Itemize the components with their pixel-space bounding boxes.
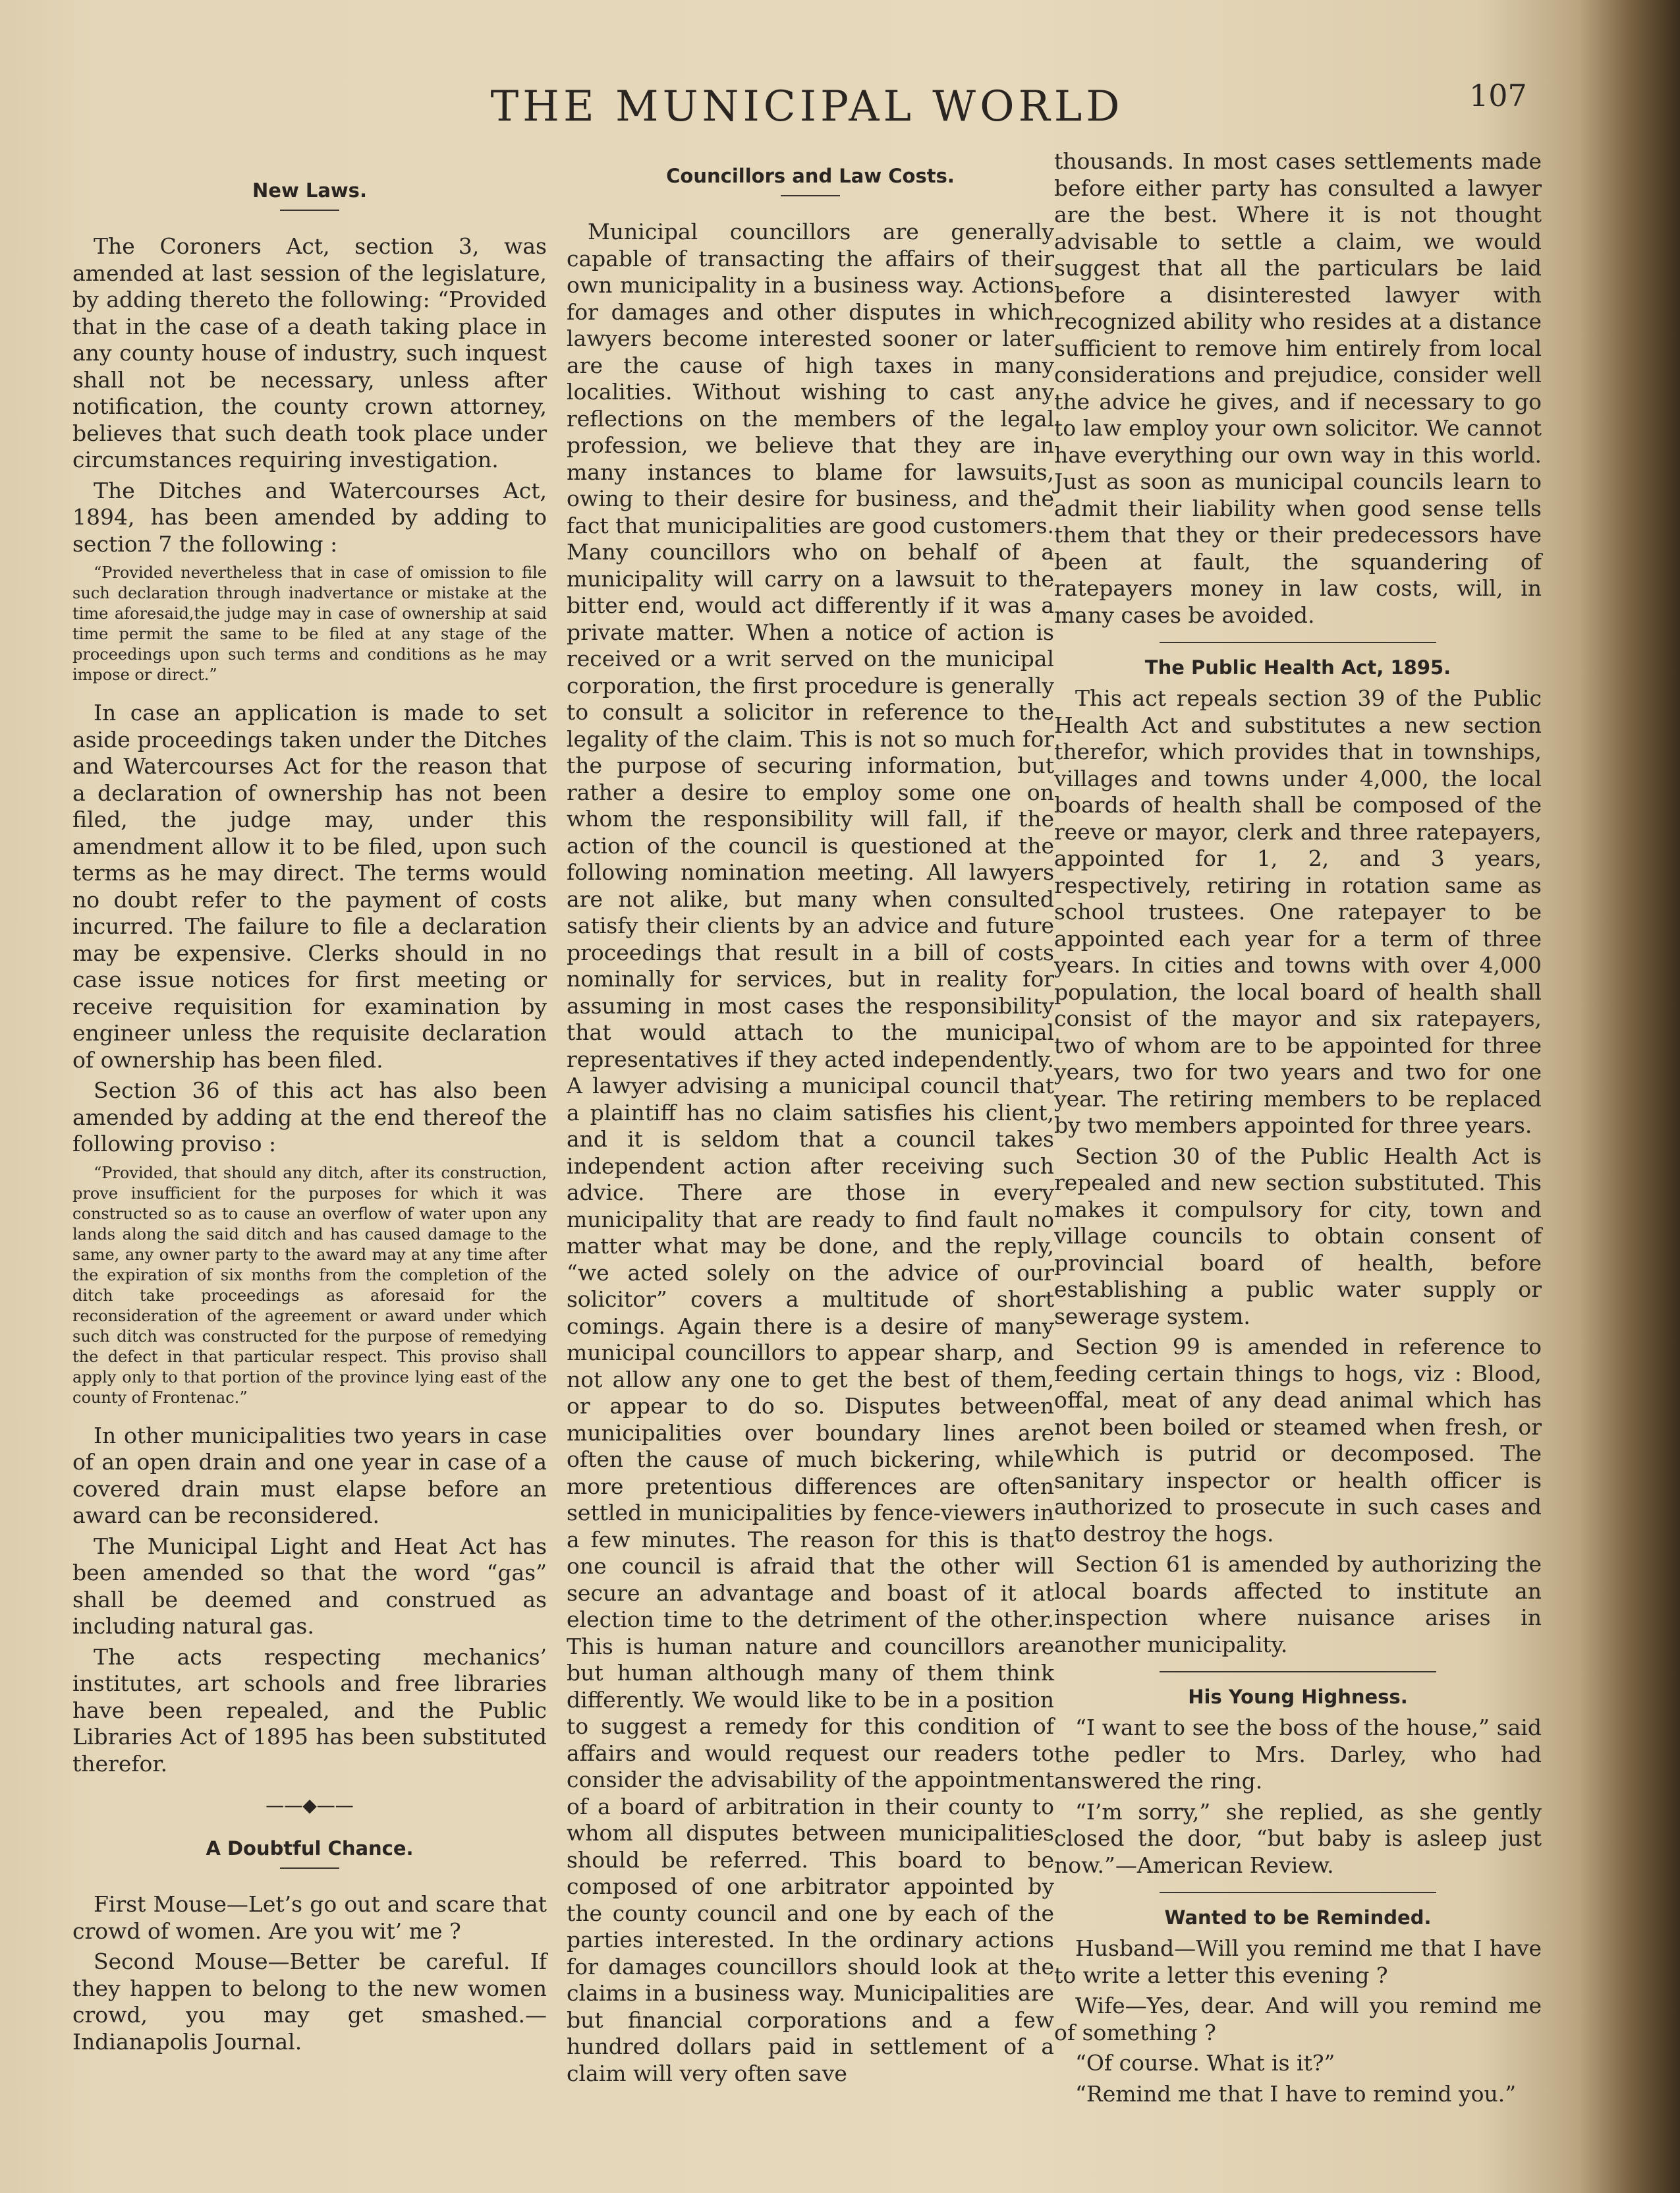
paragraph: Section 61 is amended by authorizing the local boards affected to institute an inspection where nuisance arises in another municipality. (1054, 1551, 1542, 1657)
column-middle (567, 157, 1054, 2091)
paragraph: thousands. In most cases settlements made before either party has consulted a lawyer are the best. Where it is not thought advisable to settle a claim, we would suggest that all the particulars be laid before a disinterested lawyer with recognized ability who resides at a distance sufficient to remove him entirely from local considerations and prejudice, consider well the advice he gives, and if necessary to go to law employ your own solicitor. We cannot have everything our own way in this world. Just as soon as municipal councils learn to admit their liability when good sense tells them that they or their predecessors have been at fault, the squandering of ratepayers money in law costs, will, in many cases be avoided. (1054, 148, 1542, 628)
paragraph: The Municipal Light and Heat Act has been amended so that the word “gas” shall be deemed and construed as including natural gas. (72, 1533, 547, 1639)
divider (1160, 1671, 1436, 1672)
paragraph: Second Mouse—Better be careful. If they happen to belong to the new women crowd, you may get smashed.—Indianapolis Journal. (72, 1949, 547, 2055)
running-title: THE MUNICIPAL WORLD (490, 82, 1124, 131)
paragraph: Section 99 is amended in reference to feeding certain things to hogs, viz : Blood, offal, meat of any dead animal which has not been boiled or steamed when fresh, or which is putrid or decomposed. The sanitary inspector or health officer is authorized to prosecute in such cases and to destroy the hogs. (1054, 1334, 1542, 1547)
paragraph: Municipal councillors are generally capable of transacting the affairs of their own municipality in a business way. Actions for damages and other disputes in which lawyers become interested sooner or later are the cause of high taxes in many localities. Without wishing to cast any reflections on the members of the legal profession, we believe that they are in many instances to blame for lawsuits, owing to their desire for business, and the fact that municipalities are good customers. Many councillors who on behalf of a municipality will carry on a lawsuit to the bitter end, would act differently if it was a private matter. When a notice of action is received or a writ served on the municipal corporation, the first procedure is generally to consult a solicitor in reference to the legality of the claim. This is not so much for the purpose of securing information, but rather a desire to employ some one on whom the responsibility will fall, if the action of the council is questioned at the following nomination meeting. All lawyers are not alike, but many when consulted satisfy their clients by an advice and future proceedings that result in a bill of costs nominally for services, but in reality for assuming in most cases the responsibility that would attach to the municipal representatives if they acted independently. A lawyer advising a municipal council that a plaintiff has no claim satisfies his client, and it is seldom that a council takes independent action after receiving such advice. There are those in every municipality that are ready to find fault no matter what may be done, and the reply, “we acted solely on the advice of our solicitor” covers a multitude of short comings. Again there is a desire of many municipal councillors to appear sharp, and not allow any one to get the best of them, or appear to do so. Disputes between municipalities over boundary lines are often the cause of much bickering, while more pretentious differences are often settled in municipalities by fence-viewers in a few minutes. The reason for this is that one council is afraid that the other will secure an advantage and boast of it at election time to the detriment of the other. This is human nature and councillors are but human although many of them think differently. We would like to be in a position to suggest a remedy for this condition of affairs and would request our readers to consider the advisability of the appointment of a board of arbitration in their county to whom all disputes between municipalities should be referred. This board to be composed of one arbitrator appointed by the county council and one by each of the parties interested. In the ordinary actions for damages councillors should look at the claims in a business way. Municipalities are but financial corporations and a few hundred dollars paid in settlement of a claim will very often save (567, 219, 1054, 2086)
heading-wanted-reminded: Wanted to be Reminded. (1164, 1906, 1432, 1929)
paragraph: “I’m sorry,” she replied, as she gently closed the door, “but baby is asleep just now.”—American Review. (1054, 1798, 1542, 1878)
paragraph: Section 36 of this act has also been amended by adding at the end thereof the following proviso : (72, 1077, 547, 1156)
paragraph: In other municipalities two years in case of an open drain and one year in case of a covered drain must elapse before an award can be reconsidered. (72, 1422, 547, 1528)
column-right (1054, 148, 1542, 2111)
heading-public-health-act: The Public Health Act, 1895. (1144, 656, 1451, 679)
quoted-proviso: “Provided nevertheless that in case of omission to file such declaration through inadvertance or mistake at the time aforesaid,the judge may in case of ownership at said time permit the same to be filed at any stage of the proceedings upon such terms and conditions as he may impose or direct.” (72, 563, 547, 684)
page-number: 107 (1469, 78, 1527, 113)
heading-councillors-law-costs: Councillors and Law Costs. (666, 165, 955, 187)
heading-young-highness: His Young Highness. (1188, 1686, 1408, 1708)
heading-new-laws: New Laws. (252, 179, 367, 202)
column-left (72, 171, 547, 2059)
divider (280, 1867, 339, 1869)
paragraph: Section 30 of the Public Health Act is repealed and new section substituted. This makes it compulsory for city, town and village councils to obtain consent of provincial board of health, before establishing a public water supply or sewerage system. (1054, 1143, 1542, 1329)
paragraph: “Of course. What is it?” (1075, 2050, 1335, 2076)
divider (280, 210, 339, 211)
divider (781, 195, 840, 196)
paragraph: In case an application is made to set aside proceedings taken under the Ditches and Watercourses Act for the reason that a declaration of ownership has not been filed, the judge may, under this amendment allow it to be filed, upon such terms as he may direct. The terms would no doubt refer to the payment of costs incurred. The failure to file a declaration may be expensive. Clerks should in no case issue notices for first meeting or receive requisition for examination by engineer unless the requisite declaration of ownership has been filed. (72, 700, 547, 1073)
paragraph: The Coroners Act, section 3, was amended at last session of the legislature, by adding thereto the following: “Provided that in the case of a death taking place in any county house of industry, such inquest shall not be necessary, unless after notification, the county crown attorney, believes that such death took place under circumstances requiring investigation. (72, 233, 547, 472)
paragraph: Husband—Will you remind me that I have to write a letter this evening ? (1054, 1935, 1542, 1988)
paragraph: First Mouse—Let’s go out and scare that crowd of women. Are you wit’ me ? (72, 1891, 547, 1944)
divider (1160, 1892, 1436, 1893)
divider (1160, 642, 1436, 643)
paragraph: “Remind me that I have to remind you.” (1075, 2080, 1517, 2107)
heading-doubtful-chance: A Doubtful Chance. (206, 1837, 414, 1860)
ornament-divider: ——◆—— (266, 1794, 354, 1816)
paragraph: The Ditches and Watercourses Act, 1894, has been amended by adding to section 7 the following : (72, 477, 547, 557)
paragraph: “I want to see the boss of the house,” said the pedler to Mrs. Darley, who had answered the ring. (1054, 1715, 1542, 1794)
paragraph: This act repeals section 39 of the Public Health Act and substitutes a new section therefor, which provides that in townships, villages and towns under 4,000, the local boards of health shall be composed of the reeve or mayor, clerk and three ratepayers, appointed for 1, 2, and 3 years, respectively, retiring in rotation same as school trustees. One ratepayer to be appointed each year for a term of three years. In cities and towns with over 4,000 population, the local board of health shall consist of the mayor and six ratepayers, two of whom are to be appointed for three years, two for two years and two for one year. The retiring members to be replaced by two members appointed for three years. (1054, 685, 1542, 1138)
paragraph: Wife—Yes, dear. And will you remind me of something ? (1054, 1993, 1542, 2045)
quoted-proviso: “Provided, that should any ditch, after its construction, prove insufficient for the purposes for which it was constructed so as to cause an overflow of water upon any lands along the said ditch and has caused damage to the same, any owner party to the award may at any time after the expiration of six months from the completion of the ditch take proceedings as aforesaid for the reconsideration of the agreement or award under which such ditch was constructed for the purpose of remedying the defect in that particular respect. This proviso shall apply only to that portion of the province lying east of the county of Frontenac.” (72, 1163, 547, 1407)
paragraph: The acts respecting mechanics’ institutes, art schools and free libraries have been repealed, and the Public Libraries Act of 1895 has been substituted therefor. (72, 1643, 547, 1777)
